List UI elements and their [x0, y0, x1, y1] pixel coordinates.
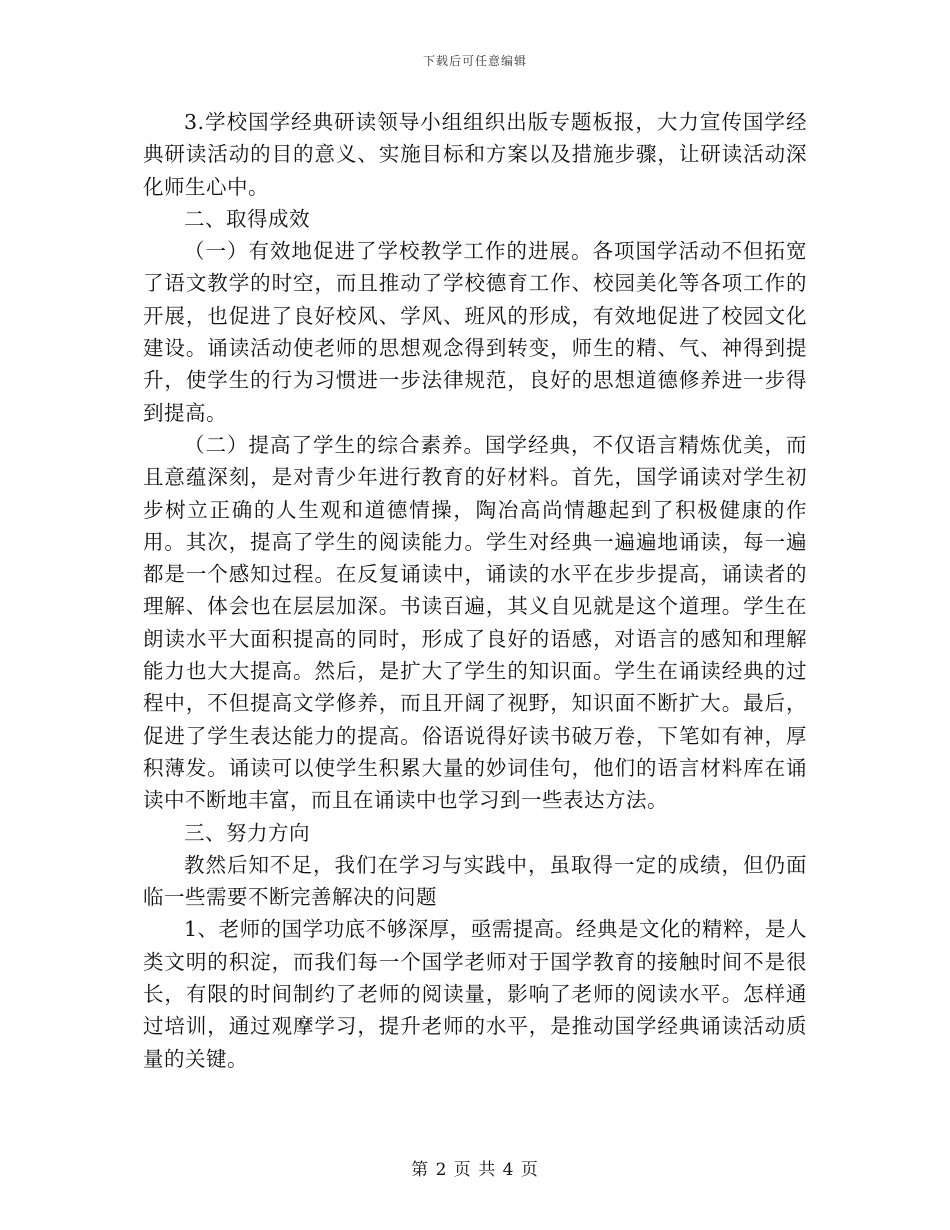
section-heading-direction: 三、努力方向 [184, 820, 310, 845]
document-body [143, 106, 807, 1075]
page-footer: 第 2 页 共 4 页 [411, 1160, 539, 1180]
page-header: 下载后可任意编辑 [422, 54, 527, 68]
paragraph-direction-1: 1、老师的国学功底不够深厚，亟需提高。经典是文化的精粹，是人类文明的积淀，而我们每一个国学老师对于国学教育的接触时间不是很长，有限的时间制约了老师的阅读量，影响了老师的阅读水平。怎样通过培训，通过观摩学习，提升老师的水平，是推动国学经典诵读活动质量的关键。 [143, 917, 807, 1071]
paragraph-results-1: （一）有效地促进了学校教学工作的进展。各项国学活动不但拓宽了语文教学的时空，而且推动了学校德育工作、校园美化等各项工作的开展，也促进了良好校风、学风、班风的形成，有效地促进了校园文化建设。诵读活动使老师的思想观念得到转变，师生的精、气、神得到提升，使学生的行为习惯进一步法律规范，良好的思想道德修养进一步得到提高。 [143, 239, 807, 425]
paragraph-results-2: （二）提高了学生的综合素养。国学经典，不仅语言精炼优美，而且意蕴深刻，是对青少年进行教育的好材料。首先，国学诵读对学生初步树立正确的人生观和道德情操，陶冶高尚情趣起到了积极健康的作用。其次，提高了学生的阅读能力。学生对经典一遍遍地诵读，每一遍都是一个感知过程。在反复诵读中，诵读的水平在步步提高，诵读者的理解、体会也在层层加深。书读百遍，其义自见就是这个道理。学生在朗读水平大面积提高的同时，形成了良好的语感，对语言的感知和理解能力也大大提高。然后，是扩大了学生的知识面。学生在诵读经典的过程中，不但提高文学修养，而且开阔了视野，知识面不断扩大。最后，促进了学生表达能力的提高。俗语说得好读书破万卷，下笔如有神，厚积薄发。诵读可以使学生积累大量的妙词佳句，他们的语言材料库在诵读中不断地丰富，而且在诵读中也学习到一些表达方法。 [143, 432, 807, 813]
paragraph-direction-intro: 教然后知不足，我们在学习与实践中，虽取得一定的成绩，但仍面临一些需要不断完善解决的问题 [143, 852, 807, 910]
paragraph-item-3: 3.学校国学经典研读领导小组组织出版专题板报，大力宣传国学经典研读活动的目的意义、实施目标和方案以及措施步骤，让研读活动深化师生心中。 [143, 110, 807, 199]
section-heading-results: 二、取得成效 [184, 206, 310, 231]
